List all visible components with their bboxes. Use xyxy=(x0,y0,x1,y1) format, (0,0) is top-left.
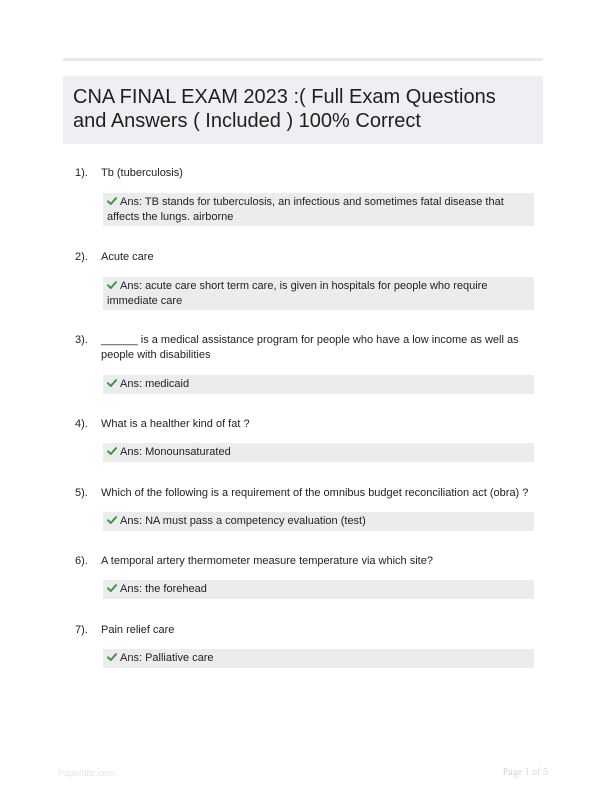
answer-box xyxy=(103,193,534,226)
check-icon xyxy=(107,583,117,593)
footer-watermark: Papertific.com xyxy=(58,768,116,778)
check-icon xyxy=(107,446,117,456)
question-number: 6). xyxy=(75,555,88,567)
question-text: Tb (tuberculosis) xyxy=(101,167,183,179)
check-icon xyxy=(107,652,117,662)
answer-text: Ans: NA must pass a competency evaluation (test) xyxy=(120,515,366,527)
answer-box xyxy=(103,580,534,599)
answer-box xyxy=(103,277,534,310)
question-number: 3). xyxy=(75,334,88,346)
answer-text: Ans: the forehead xyxy=(120,583,207,595)
question-text: Pain relief care xyxy=(101,624,175,636)
title-line-2: and Answers ( Included ) 100% Correct xyxy=(73,110,421,132)
answer-text: Ans: acute care short term care, is given in hospitals for people who require immediate care xyxy=(107,280,488,307)
question-number: 2). xyxy=(75,251,88,263)
answer-box xyxy=(103,443,534,462)
question-text: Which of the following is a requirement of the omnibus budget reconciliation act (obra) ? xyxy=(101,487,529,499)
page-number: Page 1 of 5 xyxy=(502,767,548,778)
question-text: What is a healther kind of fat ? xyxy=(101,418,250,430)
qa-list xyxy=(63,0,543,800)
answer-text: Ans: Palliative care xyxy=(120,652,214,664)
answer-text: Ans: Monounsaturated xyxy=(120,446,231,458)
question-text: Acute care xyxy=(101,251,154,263)
check-icon xyxy=(107,280,117,290)
answer-box xyxy=(103,375,534,394)
answer-text: Ans: medicaid xyxy=(120,378,190,390)
question-text: A temporal artery thermometer measure temperature via which site? xyxy=(101,555,433,567)
check-icon xyxy=(107,515,117,525)
question-number: 5). xyxy=(75,487,88,499)
check-icon xyxy=(107,378,117,388)
answer-text: Ans: TB stands for tuberculosis, an infectious and sometimes fatal disease that affects the lungs. airborne xyxy=(107,196,504,223)
title-line-1: CNA FINAL EXAM 2023 :( Full Exam Questions xyxy=(73,86,496,108)
question-number: 1). xyxy=(75,167,88,179)
answer-box xyxy=(103,512,534,531)
question-number: 4). xyxy=(75,418,88,430)
check-icon xyxy=(107,196,117,206)
answer-box xyxy=(103,649,534,668)
question-number: 7). xyxy=(75,624,88,636)
question-text: ______ is a medical assistance program for people who have a low income as well as people with disabilities xyxy=(101,334,519,361)
